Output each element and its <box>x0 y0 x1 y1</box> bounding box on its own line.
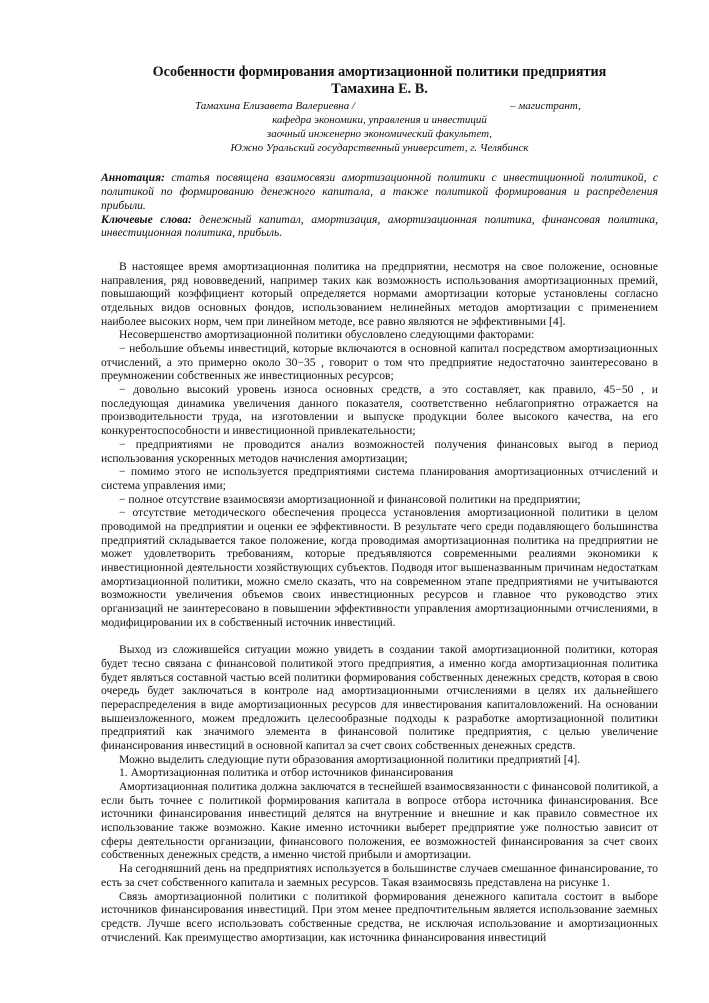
list-item: − отсутствие методического обеспечения процесса установления амортизационной политики в целом проводимой на предприятии и оценки ее эффективности. В результате чего среди подавляющего большинства предприятий складывается такое положение, когда проводимая амортизационная политика на предприятии не может удовлетворить требованиям, которые предъявляются современными реалиями экономики к инвестиционной деятельности хозяйствующих субъектов. Подводя итог вышеназванным причинам недостаткам амортизационной политики, можно смело сказать, что на современном этапе предприятиями не учитываются возможности увеличения объемов своих инвестиционных ресурсов и главное что руководство этих организаций не заинтересовано в повышении эффективности управления амортизационными отчислениями, в модифицировании их в собственный источник инвестиций. <box>101 506 658 629</box>
list-item: − полное отсутствие взаимосвязи амортизационной и финансовой политики на предприятии; <box>119 492 581 506</box>
document-page <box>101 64 658 944</box>
abstract-text: статья посвящена взаимосвязи амортизационной политики с инвестиционной политикой, с политикой по формированию денежного капитала, а также политикой формирования и распределения прибыли. <box>101 171 658 212</box>
paragraph-gap <box>101 629 658 643</box>
section-heading: 1. Амортизационная политика и отбор источников финансирования <box>119 766 454 780</box>
paragraph: Амортизационная политика должна заключатся в теснейшей взаимосвязанности с финансовой политикой, а если быть точнее с политикой формирования капитала в вопросе отбора источника финансирования. Все источники финансирования инвестиций делятся на внутренние и внешние и как правило совместное их использование также возможно. Какие именно источники выберет предприятие уже полностью зависит от сферы деятельности организации, финансового положения, ее возможностей финансирования за счет своих собственных денежных средств, а именно чистой прибыли и амортизации. <box>101 780 658 862</box>
paragraph: Несовершенство амортизационной политики обусловлено следующими факторами: <box>119 328 535 342</box>
abstract-block <box>101 171 658 240</box>
paper-title: Особенности формирования амортизационной политики предприятия <box>152 64 607 80</box>
affiliation <box>101 100 658 155</box>
abstract-label: Аннотация: <box>101 171 165 185</box>
keywords <box>101 213 658 240</box>
department: кафедра экономики, управления и инвестиций <box>272 114 487 126</box>
university: Южно Уральский государственный университет, г. Челябинск <box>230 141 529 154</box>
author-role: – магистрант, <box>510 100 581 112</box>
author-full-name: Тамахина Елизавета Валериевна / <box>195 100 356 112</box>
list-item: − предприятиями не проводится анализ возможностей получения финансовых выгод в период использования ускоренных методов начисления амортизации; <box>101 437 658 465</box>
body-text <box>101 260 658 944</box>
author-short: Тамахина Е. В. <box>331 81 428 97</box>
abstract <box>101 171 658 212</box>
paragraph: Можно выделить следующие пути образования амортизационной политики предприятий [4]. <box>119 752 581 766</box>
keywords-text: денежный капитал, амортизация, амортизационная политика, финансовая политика, инвестиционная политика, прибыль. <box>101 212 658 240</box>
paragraph: Выход из сложившейся ситуации можно увидеть в создании такой амортизационной политики, которая будет тесно связана с финансовой политикой этого предприятия, а именно когда амортизационная политика будет являться составной частью всей политики формирования собственных денежных средств, которая в свою очередь будет заключаться в контроле над амортизационными отчислениями в целях их дальнейшего перераспределения в виде амортизационных ресурсов для инвестирования капиталовложений. На основании вышеизложенного, можем предложить целесообразные подходы к разработке амортизационной политики предприятий как значимого элемента в финансовой политике предприятия, с целью увеличение финансирования инвестиций в основной капитал за счет своих собственных денежных средств. <box>101 643 658 752</box>
list-item: − помимо этого не используется предприятиями система планирования амортизационных отчислений и система управления ими; <box>101 465 658 492</box>
paragraph: Связь амортизационной политики с политикой формирования денежного капитала состоит в выборе источников финансирования инвестиций. При этом менее предпочтительным является использование заемных средств. Лучше всего использовать собственные средства, не исключая использование и амортизационных отчислений. Как преимущество амортизации, как источника финансирования инвестиций <box>101 889 658 944</box>
keywords-label: Ключевые слова: <box>101 212 192 226</box>
list-item: − небольшие объемы инвестиций, которые включаются в основной капитал посредством амортизационных отчислений, а это примерно около 30−35 , говорит о том что предприятие недостаточно заинтересовано в преумножении собственных же инвестиционных ресурсов; <box>101 342 658 383</box>
faculty: заочный инженерно экономический факультет, <box>266 127 493 140</box>
paragraph: В настоящее время амортизационная политика на предприятии, несмотря на свое положение, основные направления, ряд нововведений, например таких как возможность использования амортизационных премий, повышающий коэффициент который определяется нормами амортизации которые установлены согласно отдельных видов основных фондов, использованием нелинейных методов амортизации с применением наиболее высоких норм, чем при линейном методе, все равно являются не эффективными [4]. <box>101 259 658 328</box>
list-item: − довольно высокий уровень износа основных средств, а это составляет, как правило, 45−50 , и последующая динамика увеличения данного показателя, соответственно неблагоприятно отражается на производительности труда, на изготовлении и выпуске продукции более высокого качества, на его конкурентоспособности и инвестиционной привлекательности; <box>101 383 658 438</box>
paragraph: На сегодняшний день на предприятиях используется в большинстве случаев смешанное финансирование, то есть за счет собственного капитала и заемных ресурсов. Такая взаимосвязь представлена на рисунке 1. <box>101 862 658 889</box>
